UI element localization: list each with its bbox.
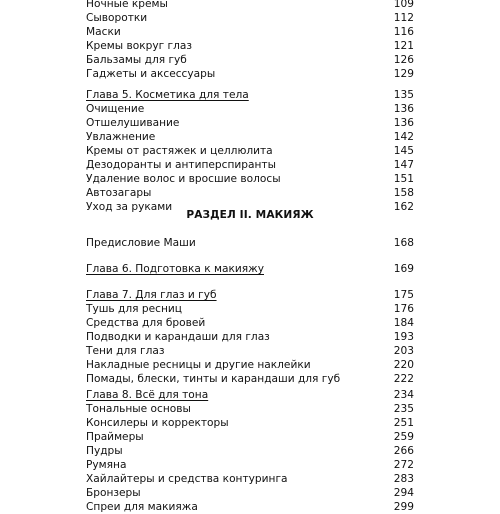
toc-entry-title: Кремы вокруг глаз — [86, 40, 192, 52]
toc-entry-title: Увлажнение — [86, 131, 156, 143]
toc-entry-page-number: 145 — [393, 145, 414, 157]
toc-entry-page-number: 266 — [393, 445, 414, 457]
toc-chapter-entry — [86, 388, 414, 402]
toc-entry-page-number: 193 — [393, 331, 414, 343]
toc-entry-title: Гаджеты и аксессуары — [86, 68, 216, 80]
toc-entry-title: Спреи для макияжа — [86, 501, 198, 513]
toc-entry-title: Предисловие Маши — [86, 237, 196, 249]
toc-entry-page-number: 259 — [393, 431, 414, 443]
toc-entry-title: Очищение — [86, 103, 145, 115]
toc-entry — [86, 458, 414, 472]
toc-entry-page-number: 175 — [393, 289, 414, 301]
toc-entry — [86, 486, 414, 500]
toc-entry-title: Средства для бровей — [86, 317, 206, 329]
toc-entry-page-number: 169 — [393, 263, 414, 275]
toc-entry-page-number: 168 — [393, 237, 414, 249]
toc-entry — [86, 158, 414, 172]
toc-entry-title: Накладные ресницы и другие наклейки — [86, 359, 311, 371]
toc-entry — [86, 430, 414, 444]
toc-entry-page-number: 126 — [393, 54, 414, 66]
toc-entry-page-number: 135 — [393, 89, 414, 101]
toc-entry-title: Глава 5. Косметика для тела — [86, 89, 249, 101]
toc-entry — [86, 302, 414, 316]
toc-entry-title: Сыворотки — [86, 12, 148, 24]
toc-entry-title: Отшелушивание — [86, 117, 180, 129]
toc-entry-page-number: 176 — [393, 303, 414, 315]
toc-entry-title: Глава 7. Для глаз и губ — [86, 289, 217, 301]
toc-entry-title: Уход за руками — [86, 201, 173, 213]
toc-entry — [86, 0, 414, 11]
toc-entry-page-number: 222 — [393, 373, 414, 385]
toc-entry-title: Тушь для ресниц — [86, 303, 182, 315]
toc-entry — [86, 11, 414, 25]
toc-entry-page-number: 234 — [393, 389, 414, 401]
toc-entry-page-number: 142 — [393, 131, 414, 143]
toc-entry — [86, 116, 414, 130]
toc-entry-page-number: 251 — [393, 417, 414, 429]
toc-entry-title: Пудры — [86, 445, 123, 457]
toc-chapter-entry — [86, 262, 414, 276]
toc-entry-page-number: 272 — [393, 459, 414, 471]
toc-entry-page-number: 136 — [393, 117, 414, 129]
toc-entry — [86, 25, 414, 39]
toc-entry-page-number: 203 — [393, 345, 414, 357]
toc-entry — [86, 144, 414, 158]
toc-entry — [86, 358, 414, 372]
toc-entry-page-number: 129 — [393, 68, 414, 80]
toc-entry — [86, 172, 414, 186]
toc-entry — [86, 416, 414, 430]
toc-entry-title: Подводки и карандаши для глаз — [86, 331, 270, 343]
toc-entry-page-number: 112 — [393, 12, 414, 24]
toc-entry-title: Праймеры — [86, 431, 144, 443]
toc-entry-title: Удаление волос и вросшие волосы — [86, 173, 281, 185]
toc-entry — [86, 372, 414, 386]
toc-entry-page-number: 147 — [393, 159, 414, 171]
toc-entry-title: Тени для глаз — [86, 345, 165, 357]
toc-entry-page-number: 162 — [393, 201, 414, 213]
toc-chapter-entry — [86, 88, 414, 102]
toc-entry-page-number: 116 — [393, 26, 414, 38]
toc-entry-page-number: 299 — [393, 501, 414, 513]
toc-entry-title: Кремы от растяжек и целлюлита — [86, 145, 273, 157]
toc-entry — [86, 444, 414, 458]
toc-entry — [86, 472, 414, 486]
toc-entry-page-number: 136 — [393, 103, 414, 115]
toc-entry-page-number: 158 — [393, 187, 414, 199]
toc-entry-title: Хайлайтеры и средства контуринга — [86, 473, 288, 485]
toc-entry-page-number: 294 — [393, 487, 414, 499]
toc-chapter-entry — [86, 288, 414, 302]
toc-entry-title: Бронзеры — [86, 487, 141, 499]
toc-entry-page-number: 184 — [393, 317, 414, 329]
toc-entry-title: Помады, блески, тинты и карандаши для губ — [86, 373, 341, 385]
toc-entry-page-number: 121 — [393, 40, 414, 52]
toc-entry — [86, 500, 414, 514]
toc-entry-title: Глава 6. Подготовка к макияжу — [86, 263, 264, 275]
toc-entry — [86, 102, 414, 116]
toc-entry-page-number: 151 — [393, 173, 414, 185]
toc-entry-title: Ночные кремы — [86, 0, 168, 10]
toc-entry-page-number: 220 — [393, 359, 414, 371]
toc-entry — [86, 316, 414, 330]
toc-entry — [86, 130, 414, 144]
toc-entry-page-number: 235 — [393, 403, 414, 415]
toc-entry-title: Автозагары — [86, 187, 152, 199]
toc-entry-title: Маски — [86, 26, 121, 38]
toc-entry — [86, 186, 414, 200]
toc-entry-title: Тональные основы — [86, 403, 191, 415]
toc-entry-title: Консилеры и корректоры — [86, 417, 229, 429]
toc-entry-page-number: 109 — [393, 0, 414, 10]
toc-entry — [86, 236, 414, 250]
toc-entry — [86, 53, 414, 67]
toc-entry — [86, 344, 414, 358]
toc-entry — [86, 39, 414, 53]
toc-entry-title: Бальзамы для губ — [86, 54, 187, 66]
toc-entry — [86, 402, 414, 416]
toc-entry-title: Румяна — [86, 459, 127, 471]
toc-entry — [86, 67, 414, 81]
section-title: РАЗДЕЛ II. МАКИЯЖ — [186, 209, 314, 221]
toc-entry-title: Дезодоранты и антиперспиранты — [86, 159, 276, 171]
toc-entry — [86, 330, 414, 344]
toc-entry-page-number: 283 — [393, 473, 414, 485]
toc-entry-title: Глава 8. Всё для тона — [86, 389, 209, 401]
